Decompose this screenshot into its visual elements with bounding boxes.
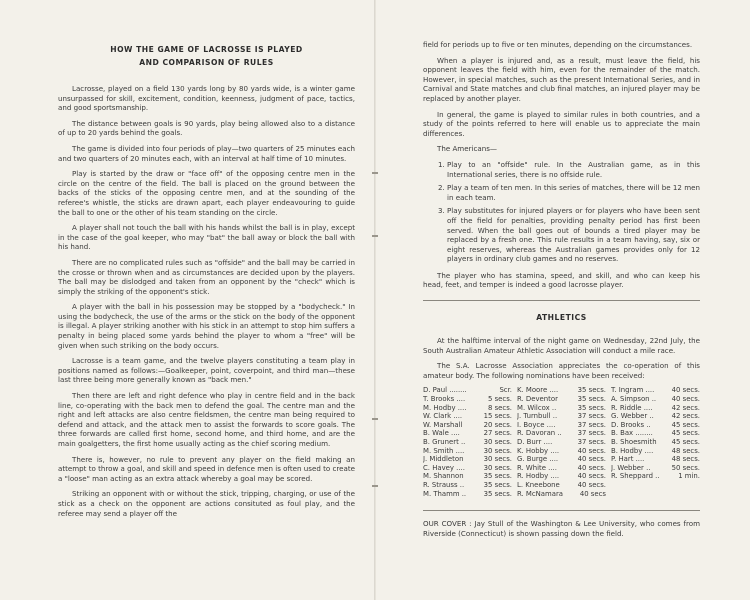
runner-name: J. Middleton — [423, 455, 464, 464]
handicap-time: 37 secs. — [577, 429, 606, 438]
nomination-row — [423, 412, 512, 421]
handicap-time: 27 secs. — [483, 429, 512, 438]
runner-name: B. Hodby .... — [611, 446, 654, 455]
runner-name: P. Hart .... — [611, 455, 645, 464]
nomination-row — [517, 455, 606, 464]
runner-name: R. Hodby .... — [517, 472, 560, 481]
paragraph: The player who has stamina, speed, and skill, and who can keep his head, feet, and temper is indeed a good lacrosse player. — [423, 270, 700, 290]
divider — [423, 510, 700, 511]
handicap-time: 20 secs. — [483, 420, 512, 429]
runner-name: M. Hodby .... — [423, 403, 467, 412]
runner-name: J. Turnbull .. — [517, 412, 558, 421]
runner-name: I. Boyce .... — [517, 420, 556, 429]
handicap-time: 50 secs. — [671, 463, 700, 472]
runner-name: W. Clark .... — [423, 412, 463, 421]
runner-name: W. Marshall — [423, 420, 463, 429]
list-item: 2. Play a team of ten men. In this series of matches, there will be 12 men in each team. — [447, 183, 700, 202]
paragraph: The game is divided into four periods of play—two quarters of 25 minutes each and two quarters of 20 minutes each, with an interval at half time of 10 minutes. — [58, 143, 355, 163]
nomination-row — [611, 395, 700, 404]
runner-name: K. Hobby .... — [517, 446, 560, 455]
handicap-time: 35 secs. — [483, 472, 512, 481]
nomination-row — [423, 490, 512, 499]
paragraph: Lacrosse, played on a field 130 yards long by 80 yards wide, is a winter game unsurpassed for skill, excitement, condition, keenness, judgment of pace, tactics, and good sportsmanship. — [58, 84, 355, 113]
runner-name: T. Brooks .... — [423, 395, 466, 404]
runner-name: G. Webber .. — [611, 412, 654, 421]
nomination-row — [611, 464, 700, 473]
runner-name: M. Shannon — [423, 472, 464, 481]
runner-name: D. Paul ........ — [423, 386, 467, 395]
nomination-row — [423, 438, 512, 447]
paragraph: A player with the ball in his possession may be stopped by a "bodycheck." In using the bodycheck, the use of the arms or the stick on the body of the opponent is illegal. A player striking another with his stick in an attempt to stop him suffers a penalty in being placed some yards behind the player to whom a "free" will be given when such striking on the body occurs. — [58, 302, 355, 350]
nomination-row — [517, 395, 606, 404]
runner-name: R. White .... — [517, 463, 557, 472]
nomination-row — [517, 438, 606, 447]
nomination-row — [611, 447, 700, 456]
nomination-row — [423, 455, 512, 464]
handicap-time: 45 secs. — [671, 420, 700, 429]
nominations-column — [423, 386, 512, 498]
nomination-row — [423, 429, 512, 438]
paragraph: In general, the game is played to similar rules in both countries, and a study of the points referred to here will enable us to appreciate the main differences. — [423, 109, 700, 138]
nomination-row — [611, 386, 700, 395]
handicap-time: 15 secs. — [483, 412, 512, 421]
runner-name: D. Burr .... — [517, 438, 553, 446]
nomination-row — [517, 404, 606, 413]
runner-name: A. Simpson .. — [611, 395, 657, 404]
nomination-row — [423, 472, 512, 481]
handicap-time: 35 secs. — [577, 395, 606, 404]
handicap-time: 30 secs. — [483, 455, 512, 464]
nomination-row — [517, 472, 606, 481]
runner-name: M. Smith .... — [423, 446, 465, 455]
runner-name: R. Davoran .. — [517, 429, 562, 438]
nomination-row — [611, 455, 700, 464]
handicap-time: 40 secs. — [577, 472, 606, 481]
handicap-time: 42 secs. — [671, 403, 700, 412]
handicap-time: 40 secs. — [577, 480, 606, 489]
runner-name: R. Strauss .. — [423, 480, 465, 489]
runner-name: K. Moore .... — [517, 386, 559, 395]
nomination-row — [423, 386, 512, 395]
nomination-row — [423, 404, 512, 413]
handicap-time: 48 secs. — [671, 446, 700, 455]
handicap-time: 40 secs — [579, 489, 606, 498]
nominations-column — [611, 386, 700, 498]
paragraph: The S.A. Lacrosse Association appreciates the co-operation of this amateur body. The following nominations have been received: — [423, 361, 700, 380]
handicap-time: 45 secs. — [671, 438, 700, 446]
nomination-row — [423, 395, 512, 404]
handicap-time: 40 secs. — [671, 395, 700, 404]
nomination-row — [611, 472, 700, 481]
paragraph: There is, however, no rule to prevent any player on the field making an attempt to throw a goal, and skill and speed in defence men is often used to create a "loose" man acting as an extra attack whereby a goal may be scored. — [58, 454, 355, 483]
runner-name: D. Brooks .. — [611, 420, 651, 429]
nomination-row — [517, 464, 606, 473]
handicap-time: 35 secs. — [483, 480, 512, 489]
runner-name: R. Riddle .... — [611, 403, 653, 412]
nomination-row — [517, 447, 606, 456]
nomination-row — [423, 481, 512, 490]
nomination-row — [517, 481, 606, 490]
runner-name: B. Grunert .. — [423, 438, 466, 446]
nominations-list — [423, 386, 700, 498]
handicap-time: 45 secs. — [671, 429, 700, 438]
americans-label: The Americans— — [437, 144, 497, 154]
nomination-row — [517, 490, 606, 499]
handicap-time: 40 secs. — [577, 446, 606, 455]
handicap-time: 35 secs. — [577, 403, 606, 412]
paragraph: The distance between goals is 90 yards, play being allowed also to a distance of up to 20 yards behind the goals. — [58, 118, 355, 138]
paragraph: A player shall not touch the ball with his hands whilst the ball is in play, except in the case of the goal keeper, who may "bat" the ball away or block the ball with his hand. — [58, 223, 355, 252]
runner-name: R. McNamara — [517, 489, 564, 498]
paragraph: There are no complicated rules such as "offside" and the ball may be carried in the crosse or thrown when and as circumstances are decided upon by the players. The ball may be dislodged and taken from an opponent by the "check" which is simply the striking of the opponent's stick. — [58, 257, 355, 296]
paragraph: Striking an opponent with or without the stick, tripping, charging, or use of the stick as a check on the opponent are actions consituted as foul play, and the referee may send a player off the — [58, 489, 355, 518]
nomination-row — [611, 421, 700, 430]
nomination-row — [423, 447, 512, 456]
handicap-time: 5 secs. — [488, 395, 512, 404]
runner-name: B. Wale .... — [423, 429, 460, 438]
runner-name: M. Thamm .. — [423, 489, 467, 498]
handicap-time: 42 secs. — [671, 412, 700, 421]
handicap-time: 40 secs. — [577, 463, 606, 472]
cover-caption: OUR COVER : Jay Stull of the Washington & Lee University, who comes from Riverside (Connecticut) is shown passing down the field. — [423, 519, 700, 539]
handicap-time: 30 secs. — [483, 446, 512, 455]
handicap-time: 35 secs. — [483, 489, 512, 498]
nomination-row — [517, 386, 606, 395]
handicap-time: 40 secs. — [577, 455, 606, 464]
runner-name: C. Havey .... — [423, 463, 465, 472]
handicap-time: 48 secs. — [671, 455, 700, 464]
handicap-time: 35 secs. — [577, 386, 606, 395]
handicap-time: 37 secs. — [577, 438, 606, 446]
nomination-row — [517, 421, 606, 430]
paragraph: Lacrosse is a team game, and the twelve players constituting a team play in positions named as follows:—Goalkeeper, point, coverpoint, and third man—these last three being more generally known as "back men." — [58, 356, 355, 385]
paragraph: When a player is injured and, as a result, must leave the field, his opponent leaves the field with him, even for the remainder of the match. However, in special matches, such as the present International Series, and in Carnival and State matches and club final matches, an injured player may be replaced by another player. — [423, 55, 700, 103]
runner-name: B. Shoesmith — [611, 438, 657, 446]
paragraph: Then there are left and right defence who play in centre field and in the back line, co-operating with the back men to defend the goal. The centre man and the right and left attacks are also centre fieldsmen, the centre man being required to defend and attack, and the attack men to assist the forwards to score goals. The three forwards are called first home, second home, and third home, and are the main goalgetters, the first home usually acting as the chief scoring medium. — [58, 391, 355, 448]
americans-list — [423, 160, 700, 264]
nomination-row — [517, 429, 606, 438]
nomination-row — [423, 464, 512, 473]
paragraph-continued: field for periods up to five or ten minutes, depending on the circumstances. — [423, 40, 693, 49]
right-page — [375, 0, 750, 600]
divider — [423, 300, 700, 301]
runner-name: J. Webber .. — [611, 463, 651, 472]
list-item: 3. Play substitutes for injured players or for players who have been sent off the field for penalties, providing penalty period has first been served. When the ball goes out of bounds a tired player may be replaced by a fresh one. This rule results in a team having, say, six or eight reserves, whereas the Australian games provides only for 12 players in ordinary club games and no reserves. — [447, 206, 700, 264]
handicap-time: 37 secs. — [577, 420, 606, 429]
nomination-row — [611, 412, 700, 421]
paragraph: At the halftime interval of the night game on Wednesday, 22nd July, the South Australian Amateur Athletic Association will conduct a mile race. — [423, 336, 700, 355]
handicap-time: 8 secs. — [488, 403, 512, 412]
handicap-time: 30 secs. — [483, 463, 512, 472]
runner-name: L. Kneebone — [517, 480, 560, 489]
runner-name: R. Sheppard .. — [611, 472, 660, 481]
handicap-time: 30 secs. — [483, 438, 512, 446]
article-title-line1: HOW THE GAME OF LACROSSE IS PLAYED — [110, 45, 303, 54]
runner-name: G. Burge .... — [517, 455, 559, 464]
list-item: 1. Play to an "offside" rule. In the Australian game, as in this International series, there is no offside rule. — [447, 160, 700, 179]
handicap-time: 1 min. — [678, 472, 700, 481]
handicap-time: 37 secs. — [577, 412, 606, 421]
nomination-row — [611, 429, 700, 438]
runner-name: T. Ingram .... — [611, 386, 655, 395]
runner-name: M. Wilcox .. — [517, 403, 557, 412]
article-title-line2: AND COMPARISON OF RULES — [139, 58, 274, 67]
handicap-time: 40 secs. — [671, 386, 700, 395]
runner-name: B. Bax ........ — [611, 429, 653, 438]
nomination-row — [517, 412, 606, 421]
athletics-title: ATHLETICS — [536, 313, 587, 323]
nominations-column — [517, 386, 606, 498]
nomination-row — [611, 404, 700, 413]
nomination-row — [423, 421, 512, 430]
paragraph: Play is started by the draw or "face off" of the opposing centre men in the circle on the centre of the field. The ball is placed on the ground between the backs of the sticks of the opposing centre men, and at the sounding of the referee's whistle, the sticks are drawn apart, each player endeavouring to guide the ball to one or the other of his team standing on the circle. — [58, 169, 355, 217]
handicap-time: Scr. — [499, 386, 512, 395]
nomination-row — [611, 438, 700, 447]
runner-name: R. Deventor — [517, 395, 558, 404]
